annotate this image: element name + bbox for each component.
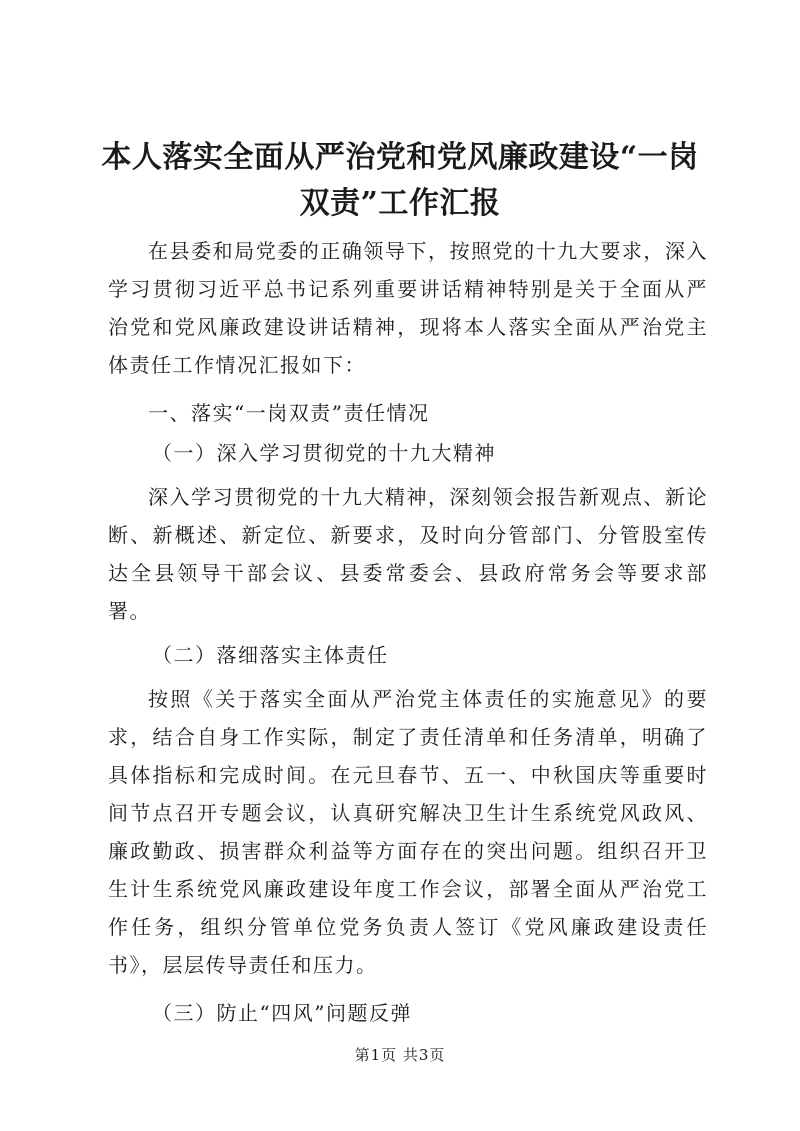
- intro-paragraph: 在县委和局党委的正确领导下，按照党的十九大要求，深入学习贯彻习近平总书记系列重要讲话精神特别是关于全面从严治党和党风廉政建设讲话精神，现将本人落实全面从严治党主体责任工作情况汇报如下：: [108, 239, 708, 377]
- subsection2-paragraph: 按照《关于落实全面从严治党主体责任的实施意见》的要求，结合自身工作实际，制定了责任清单和任务清单，明确了具体指标和完成时间。在元旦春节、五一、中秋国庆等重要时间节点召开专题会议，认真研究解决卫生计生系统党风政风、廉政勤政、损害群众利益等方面存在的突出问题。组织召开卫生计生系统党风廉政建设年度工作会议，部署全面从严治党工作任务，组织分管单位党务负责人签订《党风廉政建设责任书》，层层传导责任和压力。: [108, 687, 708, 977]
- subsection2-heading: （二）落细落实主体责任: [152, 643, 389, 667]
- subsection1-paragraph: 深入学习贯彻党的十九大精神，深刻领会报告新观点、新论断、新概述、新定位、新要求，及时向分管部门、分管股室传达全县领导干部会议、县委常委会、县政府常务会等要求部署。: [108, 485, 708, 623]
- section1-heading: 一、落实“一岗双责”责任情况: [148, 401, 430, 425]
- document-title-line1: 本人落实全面从严治党和党风廉政建设“一岗: [101, 140, 699, 175]
- subsection3-heading: （三）防止“四风”问题反弹: [152, 1001, 412, 1025]
- page-footer: 第1页 共3页: [354, 1046, 446, 1064]
- subsection1-heading: （一）深入学习贯彻党的十九大精神: [152, 441, 496, 465]
- document-body: [108, 232, 708, 1032]
- document-title-line2: 双责”工作汇报: [299, 186, 501, 221]
